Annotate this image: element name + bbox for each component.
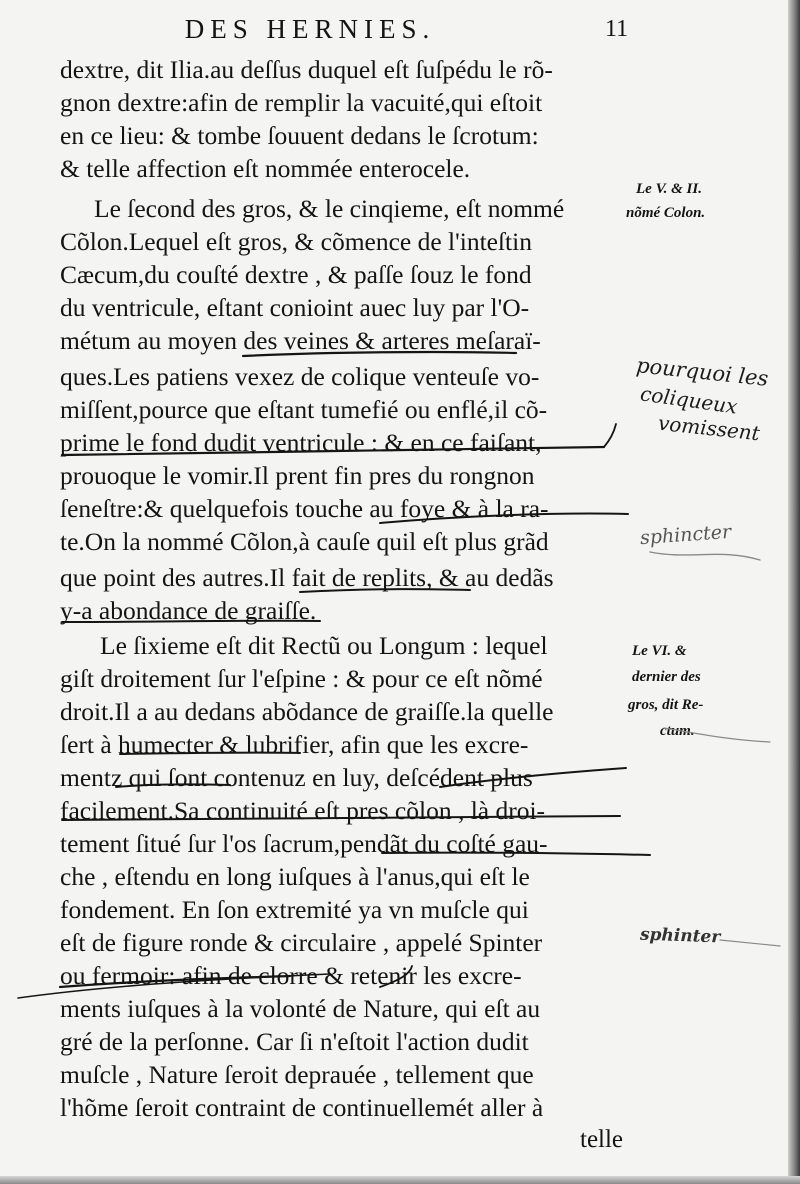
underline-stroke [440,768,626,787]
underline-stroke [243,352,516,356]
text-line: & telle affection eſt nommée enterocele. [60,154,471,183]
underline-stroke [300,589,470,592]
handwritten-note: sphincter [639,520,732,550]
text-line: eſt de figure ronde & circulaire , appelé Spinter [60,928,543,957]
text-line: Cõlon.Lequel eſt gros, & cõmence de l'inteſtin [60,227,532,256]
faint-ink-stroke [650,552,760,560]
underline-stroke [120,753,300,754]
text-line: giſt droitement ſur l'eſpine : & pour ce eſt nõmé [60,664,543,693]
margin-note-line: Le V. & II. [636,181,702,197]
underline-stroke [62,621,320,622]
margin-note-line: dernier des [632,669,701,685]
margin-note-line: Le VI. & [632,643,687,659]
underline-stroke [382,853,650,855]
text-line: Le ſecond des gros, & le cinqieme, eſt nommé [94,194,565,223]
underline-stroke [62,447,604,455]
text-line: dextre, dit Ilia.au deſſus duquel eſt ſuſpédu le rõ- [60,55,553,84]
underline-stroke [62,816,620,820]
faint-ink-stroke [720,940,780,946]
text-line: prouoque le vomir.Il prent fin pres du rongnon [60,461,535,490]
text-line: Le ſixieme eſt dit Rectũ ou Longum : lequel [100,631,548,660]
handwritten-note: sphinter [639,924,721,948]
text-line: facilement.Sa continuité eſt pres cõlon , là droi- [60,796,546,825]
handwritten-note: pourquoi les [635,353,770,391]
page-number: 11 [605,16,629,42]
text-line: mentz qui ſont contenuz en luy, deſcédent plus [60,763,533,792]
text-line: muſcle , Nature ſeroit deprauée , tellement que [60,1060,534,1089]
text-line: ou fermoir: afin de clorre & retenir les excre- [60,961,522,990]
underline-stroke [604,424,616,447]
text-line: Cæcum,du couſté dextre , & paſſe ſouz le fond [60,260,532,289]
text-line: gnon dextre:afin de remplir la vacuité,qui eſtoit [60,88,543,117]
catchword: telle [580,1126,624,1153]
margin-note-line: gros, dit Re- [628,697,704,713]
text-line: l'hõme ſeroit contraint de continuellemét aller à [60,1093,544,1122]
handwritten-note: vomissent [657,410,761,446]
text-line: gré de la perſonne. Car ſi n'eſtoit l'action dudit [60,1027,529,1056]
page-bottom-edge [0,1176,800,1184]
text-line: métum au moyen des veines & arteres meſaraï- [60,326,541,355]
text-line: ques.Les patiens vexez de colique venteuſe vo- [60,362,540,391]
text-line: che , eſtendu en long iuſques à l'anus,qui eſt le [60,862,530,891]
underline-stroke [380,513,628,523]
running-title: DES HERNIES. [184,14,436,44]
text-line: fondement. En ſon extremité ya vn muſcle qui [60,895,529,924]
text-line: y-a abondance de graiſſe. [60,596,317,625]
handwritten-note: coliqueux [638,381,739,419]
text-line: prime le fond dudit ventricule : & en ce faiſant, [60,428,542,457]
text-line: ſert à humecter & lubrifier, afin que les excre- [60,730,529,759]
margin-note-line: nõmé Colon. [626,205,706,221]
text-line: droit.Il a au dedans abõdance de graiſſe.la quelle [60,697,554,726]
text-line: te.On la nommé Cõlon,à cauſe quil eſt plus grãd [60,527,549,556]
text-line: du ventricule, eſtant conioint auec luy par l'O- [60,293,530,322]
underline-stroke [116,784,230,787]
underline-stroke [380,966,412,987]
margin-note-line: ctum. [660,723,695,739]
text-line: en ce lieu: & tombe ſouuent dedans le ſcrotum: [60,121,539,150]
text-line: ſeneſtre:& quelquefois touche au foye & à la ra- [60,494,549,523]
text-line: miſſent,pource que eſtant tumefié ou enflé,il cõ- [60,395,548,424]
text-line: ments iuſques à la volonté de Nature, qui eſt au [60,994,541,1023]
text-line: tement ſitué ſur l'os ſacrum,pendãt du coſté gau- [60,829,548,858]
faint-ink-stroke [664,728,770,742]
text-line: que point des autres.Il fait de replits, & au dedãs [60,563,554,592]
page-edge-shadow [788,0,800,1184]
